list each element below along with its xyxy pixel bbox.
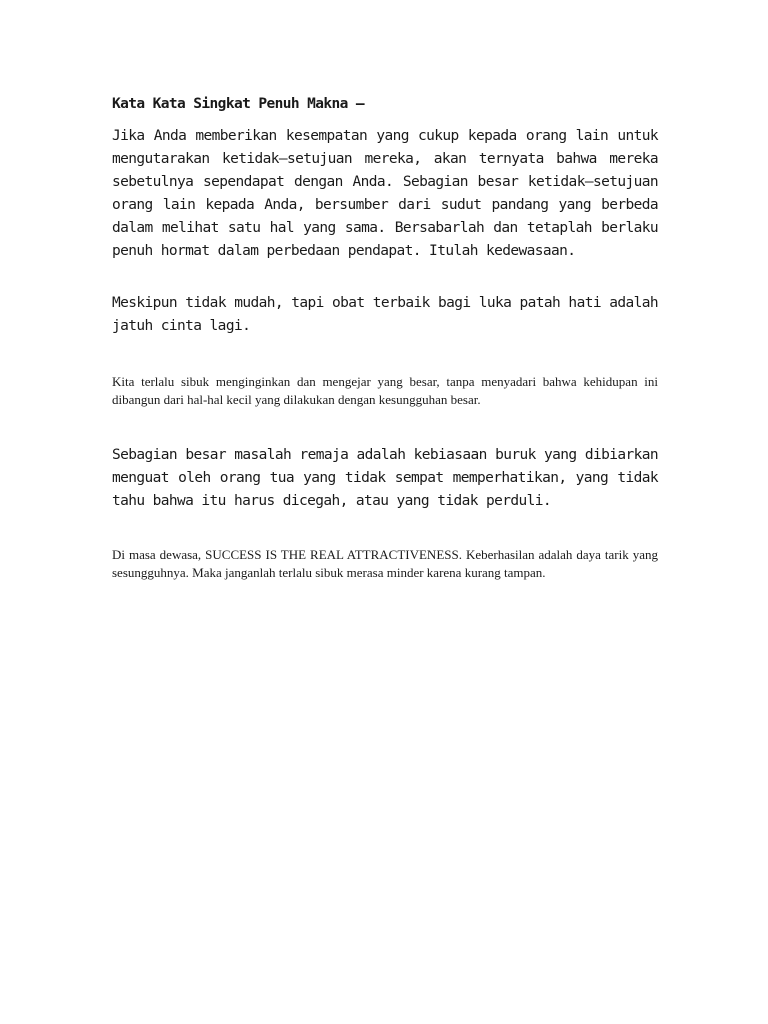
document-title: Kata Kata Singkat Penuh Makna – (112, 96, 365, 112)
quote-paragraph-5: Di masa dewasa, SUCCESS IS THE REAL ATTRACTIVENESS. Keberhasilan adalah daya tarik yang sesungguhnya. Maka janganlah terlalu sibuk merasa minder karena kurang tampan. (112, 547, 658, 580)
quote-paragraph-2: Meskipun tidak mudah, tapi obat terbaik bagi luka patah hati adalah jatuh cinta lagi. (112, 295, 658, 334)
quote-paragraph-4: Sebagian besar masalah remaja adalah kebiasaan buruk yang dibiarkan menguat oleh orang tua yang tidak sempat memperhatikan, yang tidak tahu bahwa itu harus dicegah, atau yang tidak perduli. (112, 447, 658, 509)
quote-paragraph-1: Jika Anda memberikan kesempatan yang cukup kepada orang lain untuk mengutarakan ketidak–setujuan mereka, akan ternyata bahwa mereka sebetulnya sependapat dengan Anda. Sebagian besar ketidak–setujuan orang lain kepada Anda, bersumber dari sudut pandang yang berbeda dalam melihat satu hal yang sama. Bersabarlah dan tetaplah berlaku penuh hormat dalam perbedaan pendapat. Itulah kedewasaan. (112, 128, 658, 259)
quote-paragraph-3: Kita terlalu sibuk menginginkan dan mengejar yang besar, tanpa menyadari bahwa kehidupan ini dibangun dari hal-hal kecil yang dilakukan dengan kesungguhan besar. (112, 374, 658, 407)
